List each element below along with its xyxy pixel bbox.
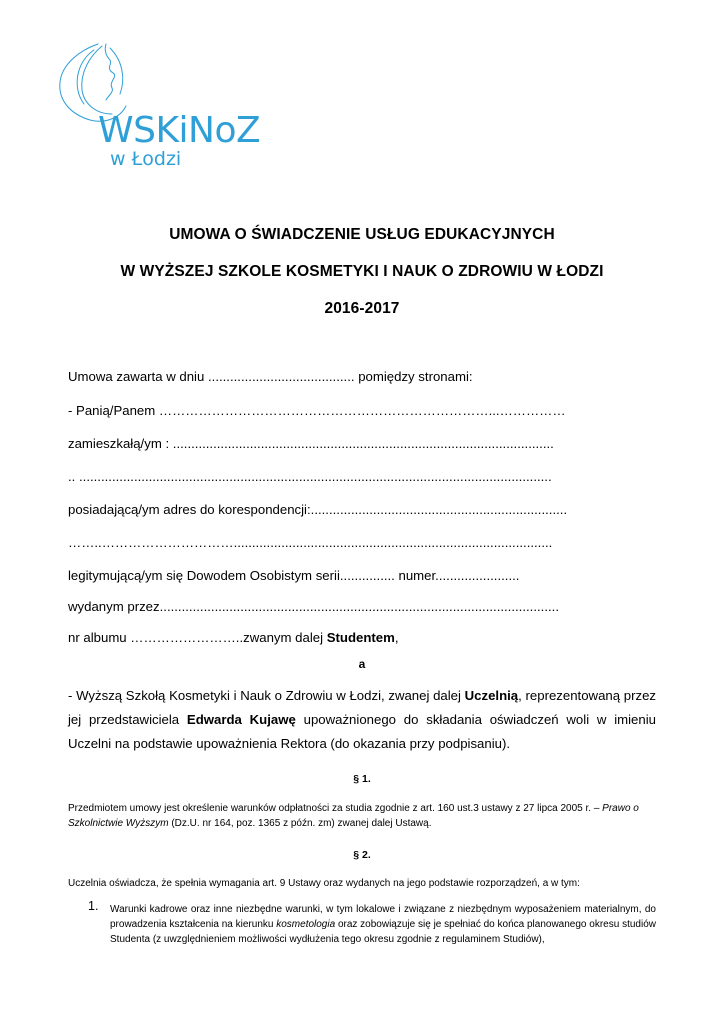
logo-wordmark: WSKiNoZ (98, 110, 261, 151)
uczelnia-term: Uczelnią (464, 688, 519, 703)
representative-name: Edwarda Kujawę (186, 712, 296, 727)
university-party-paragraph (68, 684, 656, 756)
logo-city: w Łodzi (110, 148, 182, 170)
university-party-text-3: upoważnionego do składania oświadczeń woli w imieniu Uczelni na podstawie upoważnienia Rektora (do okazania przy podpisaniu). (68, 712, 656, 751)
address-continuation-field: .. ................................................................................................................................. (68, 469, 552, 484)
album-number-prefix: nr albumu ……………………..zwanym dalej (68, 630, 327, 645)
contract-date-field: Umowa zawarta w dniu ........................................ pomiędzy stronami: (68, 369, 473, 384)
field-of-study: kosmetologia (276, 919, 336, 930)
section-1-text-b: (Dz.U. nr 164, poz. 1365 z późn. zm) zwanej dalej Ustawą. (168, 818, 432, 829)
section-2-intro: Uczelnia oświadcza, że spełnia wymagania art. 9 Ustawy oraz wydanych na jego podstawie rozporządzeń, a w tym: (68, 878, 580, 889)
id-document-field: legitymującą/ym się Dowodem Osobistym serii............... numer....................... (68, 568, 520, 583)
section-1-heading: § 1. (353, 773, 371, 785)
document-subtitle: W WYŻSZEJ SZKOLE KOSMETYKI I NAUK O ZDROWIU W ŁODZI (120, 263, 604, 280)
university-party-text-1: - Wyższą Szkołą Kosmetyki i Nauk o Zdrowiu w Łodzi, zwanej dalej (68, 688, 465, 703)
address-field: zamieszkałą/ym : ........................................................................................................ (68, 436, 554, 451)
list-item-text-a: Warunki kadrowe oraz inne niezbędne warunki, w tym lokalowe i związane z niezbędnym wyposażeniem materialnym, do prowadzenia kształcenia na kierunku (110, 904, 656, 930)
law-title: Prawo o Szkolnictwie Wyższym (68, 803, 639, 829)
list-item-number: 1. (88, 899, 99, 913)
parties-connector: a (358, 657, 366, 671)
university-logo (50, 42, 270, 177)
section-2-heading: § 2. (353, 849, 371, 861)
list-item (110, 902, 656, 947)
person-name-field: - Panią/Panem …………………………………………………………………...…………… (68, 403, 566, 418)
album-number-field (68, 630, 399, 645)
document-title: UMOWA O ŚWIADCZENIE USŁUG EDUKACYJNYCH (169, 226, 555, 243)
list-item-text-b: oraz zobowiązuje się je spełniać do końca planowanego okresu studiów Studenta (z uwzględnieniem możliwości wydłużenia tego okresu zgodnie z regulaminem Studiów), (110, 919, 656, 945)
album-number-suffix: , (394, 630, 399, 645)
academic-year: 2016-2017 (324, 300, 400, 317)
section-1-text-a: Przedmiotem umowy jest określenie warunków odpłatności za studia zgodnie z art. 160 ust.3 ustawy z 27 lipca 2005 r. – (68, 803, 603, 814)
student-term: Studentem (326, 630, 395, 645)
face-profile-logo-icon (50, 42, 270, 177)
section-1-text (68, 801, 658, 831)
university-party-text-2: , reprezentowaną przez jej przedstawiciela (68, 688, 657, 727)
correspondence-continuation-field: ……..…………………………....................................................................................... (68, 535, 553, 550)
correspondence-address-field: posiadającą/ym adres do korespondencji:...................................................................... (68, 502, 568, 517)
issued-by-field: wydanym przez............................................................................................................. (68, 599, 559, 614)
